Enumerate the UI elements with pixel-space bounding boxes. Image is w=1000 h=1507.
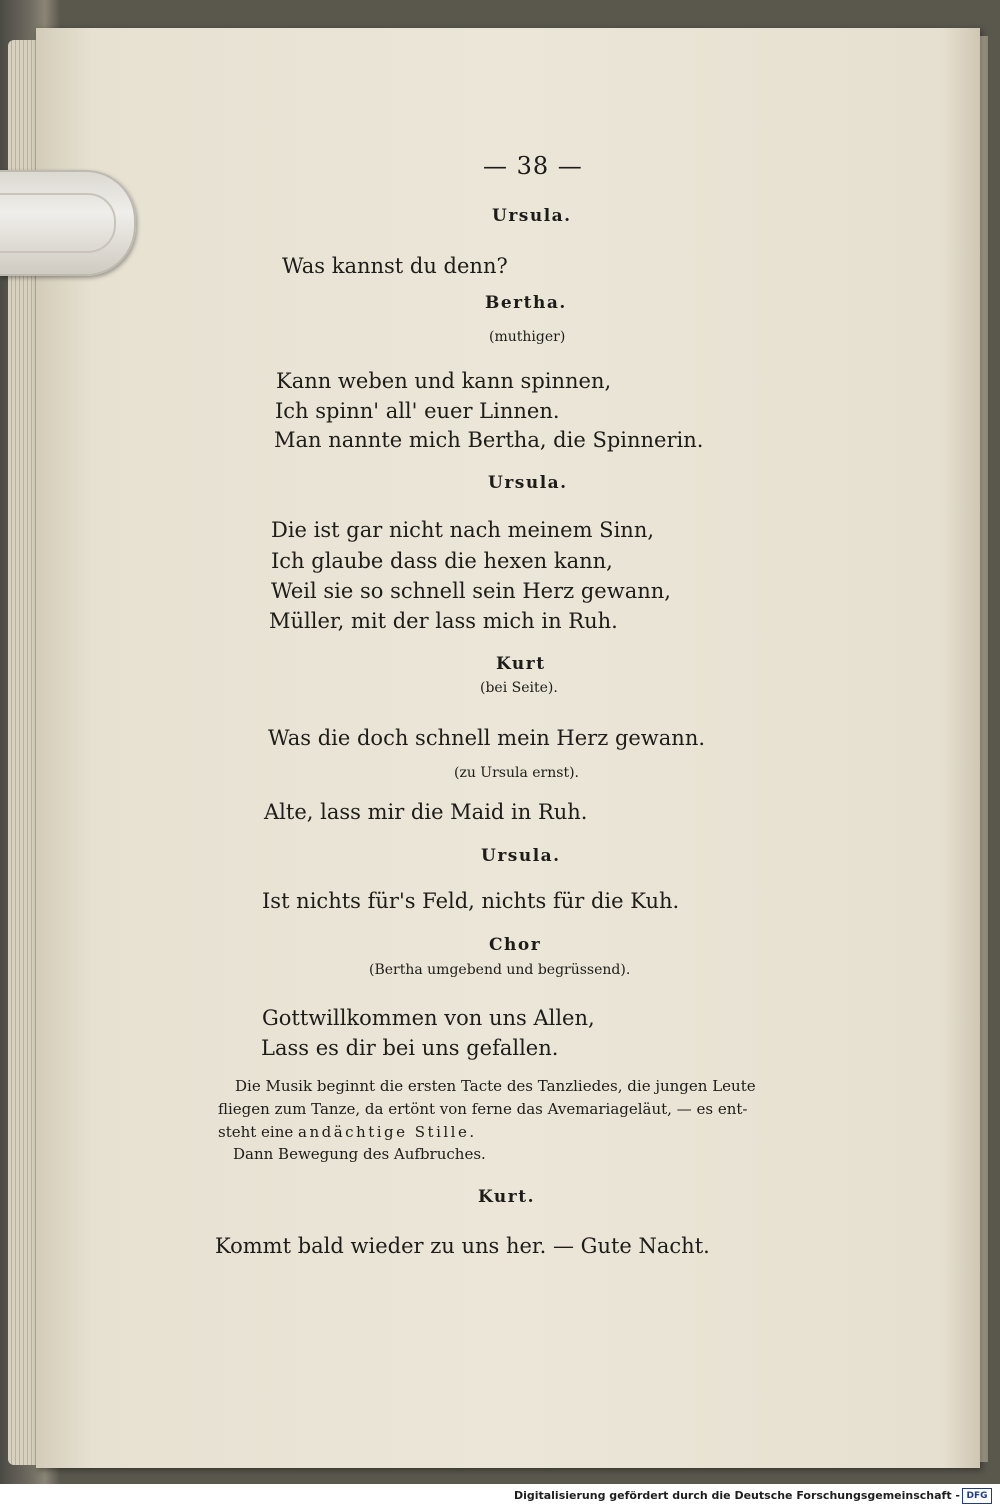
prose-line-spaced: andächtige Stille. — [298, 1123, 477, 1141]
paper-clip-inner — [0, 193, 116, 253]
stage-direction: (bei Seite). — [480, 680, 558, 696]
prose-line: steht eine — [218, 1123, 294, 1141]
verse-line: Müller, mit der lass mich in Ruh. — [269, 609, 618, 633]
speaker-ursula: Ursula. — [492, 206, 572, 226]
verse-line: Kommt bald wieder zu uns her. — Gute Nacht. — [215, 1234, 710, 1258]
speaker-bertha: Bertha. — [485, 293, 567, 313]
verse-line: Weil sie so schnell sein Herz gewann, — [271, 579, 671, 603]
stage-direction: (zu Ursula ernst). — [454, 765, 579, 781]
stage-direction: (Bertha umgebend und begrüssend). — [369, 962, 631, 978]
speaker-kurt: Kurt — [496, 654, 546, 674]
stage-direction: (muthiger) — [489, 329, 566, 345]
verse-line: Was die doch schnell mein Herz gewann. — [268, 726, 706, 750]
verse-line: Die ist gar nicht nach meinem Sinn, — [271, 518, 655, 542]
prose-line: Dann Bewegung des Aufbruches. — [233, 1145, 486, 1163]
verse-line: Alte, lass mir die Maid in Ruh. — [264, 800, 588, 824]
verse-line: Ich glaube dass die hexen kann, — [271, 549, 613, 573]
verse-line: Kann weben und kann spinnen, — [276, 369, 612, 393]
prose-line: fliegen zum Tanze, da ertönt von ferne das Avemariageläut, — es ent- — [218, 1100, 748, 1118]
dfg-logo: DFG — [962, 1488, 992, 1504]
footer-credit: Digitalisierung gefördert durch die Deutsche Forschungsgemeinschaft - — [513, 1489, 960, 1502]
prose-line: Die Musik beginnt die ersten Tacte des Tanzliedes, die jungen Leute — [235, 1077, 756, 1095]
verse-line: Was kannst du denn? — [282, 254, 508, 278]
verse-line: Lass es dir bei uns gefallen. — [261, 1036, 559, 1060]
speaker-kurt: Kurt. — [478, 1187, 535, 1207]
speaker-chor: Chor — [489, 935, 542, 955]
verse-line: Gottwillkommen von uns Allen, — [262, 1006, 595, 1030]
speaker-ursula: Ursula. — [488, 473, 568, 493]
verse-line: Ist nichts für's Feld, nichts für die Kuh. — [262, 889, 680, 913]
page-number: — 38 — — [483, 152, 583, 180]
verse-line: Ich spinn' all' euer Linnen. — [275, 399, 560, 423]
speaker-ursula: Ursula. — [481, 846, 561, 866]
verse-line: Man nannte mich Bertha, die Spinnerin. — [274, 428, 704, 452]
